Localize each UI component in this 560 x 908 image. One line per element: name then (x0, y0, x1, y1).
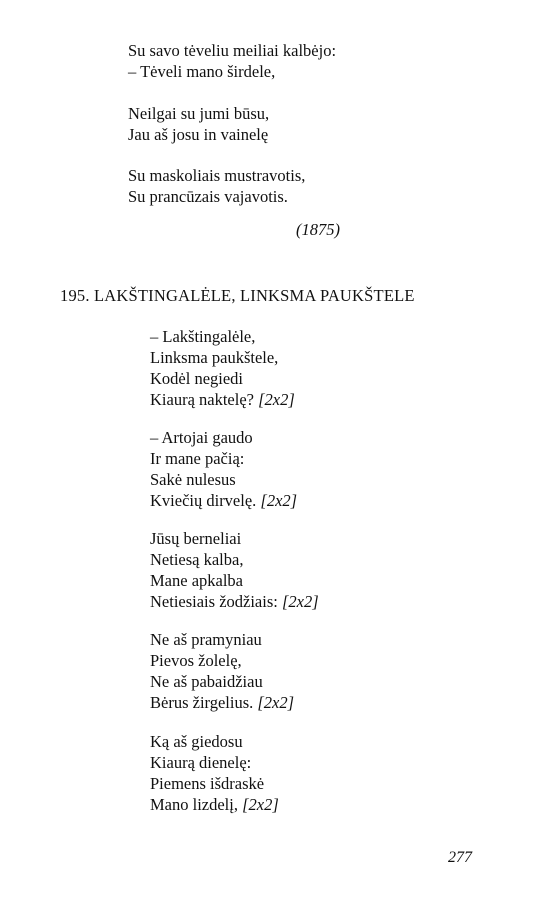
poem-stanza-5 (150, 731, 279, 815)
refrain-marker: [2x2] (281, 592, 319, 611)
verse-line: Kiaurą dienelę: (150, 753, 252, 772)
verse-text: Bėrus žirgelius. (150, 693, 254, 712)
verse-text: Kviečių dirvelę. (150, 491, 257, 510)
prev-poem-stanza-2 (128, 103, 269, 145)
verse-line: Ne aš pramyniau (150, 630, 262, 649)
verse-line: Neilgai su jumi būsu, (128, 104, 270, 123)
poem-stanza-2 (150, 427, 297, 511)
poem-date: (1875) (296, 220, 340, 239)
verse-line (150, 794, 279, 815)
verse-line: – Tėveli mano širdele, (128, 62, 276, 81)
verse-line: – Artojai gaudo (150, 428, 253, 447)
verse-line: Jūsų berneliai (150, 529, 242, 548)
verse-line: – Lakštingalėle, (150, 327, 256, 346)
verse-line: Linksma paukštele, (150, 348, 279, 367)
refrain-marker: [2x2] (260, 491, 298, 510)
refrain-marker: [2x2] (258, 390, 295, 409)
verse-text: Netiesiais žodžiais: (150, 592, 278, 611)
verse-line (150, 490, 297, 511)
verse-line: Jau aš josu in vainelę (128, 125, 269, 144)
verse-line (150, 389, 295, 410)
verse-line: Piemens išdraskė (150, 774, 265, 793)
verse-text: Kiaurą naktelę? (150, 390, 254, 409)
verse-line: Pievos žolelę, (150, 651, 242, 670)
prev-poem-stanza-3 (128, 165, 305, 207)
prev-poem-stanza-1 (128, 40, 336, 82)
verse-line: Kodėl negiedi (150, 369, 244, 388)
poem-stanza-4 (150, 629, 294, 713)
verse-line: Mane apkalba (150, 571, 243, 590)
verse-line: Su prancūzais vajavotis. (128, 187, 288, 206)
verse-line: Sakė nulesus (150, 470, 236, 489)
verse-line: Ir mane pačią: (150, 449, 245, 468)
verse-line: Ne aš pabaidžiau (150, 672, 263, 691)
refrain-marker: [2x2] (242, 795, 279, 814)
page-number: 277 (448, 849, 472, 866)
poem-stanza-3 (150, 528, 319, 612)
poem-stanza-1 (150, 326, 295, 410)
verse-line: Ką aš giedosu (150, 732, 243, 751)
refrain-marker: [2x2] (257, 693, 295, 712)
poem-title: 195. LAKŠTINGALĖLE, LINKSMA PAUKŠTELE (60, 286, 415, 305)
verse-line (150, 591, 319, 612)
verse-line: Su savo tėveliu meiliai kalbėjo: (128, 41, 337, 60)
verse-text: Mano lizdelį, (150, 795, 238, 814)
verse-line (150, 692, 294, 713)
verse-line: Su maskoliais mustravotis, (128, 166, 306, 185)
verse-line: Netiesą kalba, (150, 550, 244, 569)
